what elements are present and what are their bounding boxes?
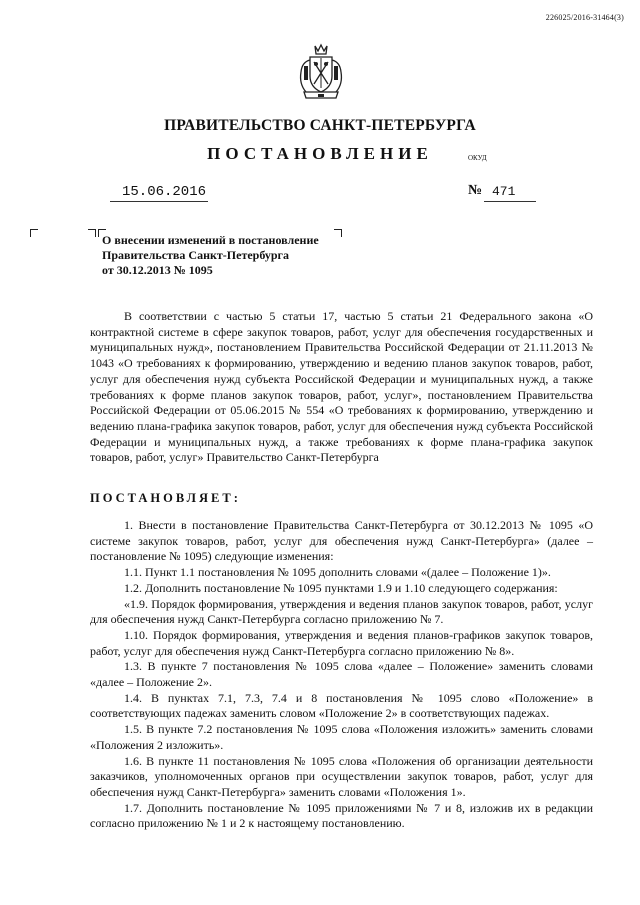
subject-line: Правительства Санкт-Петербурга [102,248,290,262]
list-item: «1.9. Порядок формирования, утверждения и ведения планов закупок товаров, работ, услуг для обеспечения нужд Санкт-Петербурга согласно приложению № 7. [90,596,593,627]
list-item: 1.10. Порядок формирования, утверждения и ведения планов-графиков закупок товаров, работ, услуг для обеспечения нужд Санкт-Петербурга согласно приложению № 8». [90,627,593,658]
date-underline [110,201,208,202]
okud-mark: ОКУД [468,154,487,162]
list-item: 1.6. В пункте 11 постановления № 1095 слова «Положения об организации деятельности заказчиков, уполномоченных органов при осуществлении закупок товаров, работ, услуг для обеспечения нужд Санкт-Петербурга» заменить словами «Положения 1». [90,753,593,799]
preamble-block [90,309,593,466]
document-number: 471 [492,184,516,199]
document-type-title: ПОСТАНОВЛЕНИЕ [207,144,433,163]
subject-line: О внесении изменений в постановление [102,233,319,247]
corner-bracket-mid-right [88,229,96,237]
items-block [90,518,593,832]
list-item: 1.1. Пункт 1.1 постановления № 1095 дополнить словами «(далее – Положение 1)». [124,565,551,580]
list-item: 1.3. В пункте 7 постановления № 1095 слова «далее – Положение» заменить словами «далее – Положение 2». [90,659,593,690]
list-item: 1.5. В пункте 7.2 постановления № 1095 слова «Положения изложить» заменить словами «Положения 2 изложить». [90,722,593,752]
list-item: 1.4. В пунктах 7.1, 7.3, 7.4 и 8 постановления № 1095 слово «Положение» в соответствующих падежах заменить словом «Положение 2» в соответствующих падежах. [90,690,593,721]
list-item: 1.2. Дополнить постановление № 1095 пунктами 1.9 и 1.10 следующего содержания: [124,580,558,595]
preamble-paragraph: В соответствии с частью 5 статьи 17, частью 5 статьи 21 Федерального закона «О контрактной системе в сфере закупок товаров, работ, услуг для обеспечения государственных и муниципальных нужд», постановлением Правительства Российской Федерации от 21.11.2013 № 1043 «О требованиях к формированию, утверждению и ведению планов закупок товаров, работ, услуг для обеспечения нужд субъекта Российской Федерации и муниципальных нужд, а также требованиях к форме планов закупок товаров, работ, услуг», постановлением Правительства Российской Федерации от 05.06.2015 № 554 «О требованиях к формированию, утверждению и ведению плана-графика закупок товаров, работ, услуг для обеспечения нужд субъекта Российской Федерации и муниципальных нужд, а также требованиях к форме плана-графика закупок товаров, работ, услуг» Правительство Санкт-Петербурга [90,309,593,465]
document-date: 15.06.2016 [122,184,207,200]
document-code: 226025/2016-31464(3) [545,13,624,22]
subject-line: от 30.12.2013 № 1095 [102,263,213,277]
government-title: ПРАВИТЕЛЬСТВО САНКТ-ПЕТЕРБУРГА [164,117,476,134]
corner-bracket-left [30,229,38,237]
coat-of-arms-emblem-icon [296,42,346,102]
resolve-heading: ПОСТАНОВЛЯЕТ: [90,491,241,505]
number-underline [484,201,536,202]
list-item: 1.7. Дополнить постановление № 1095 приложениями № 7 и 8, изложив их в редакции согласно приложению № 1 и 2 к настоящему постановлению. [90,800,593,831]
document-subject [102,233,362,278]
number-label: № [468,183,483,198]
list-item: 1. Внести в постановление Правительства Санкт-Петербурга от 30.12.2013 № 1095 «О системе закупок товаров, работ, услуг для обеспечения нужд Санкт-Петербурга» (далее – постановление № 1095) следующие изменения: [90,518,593,564]
